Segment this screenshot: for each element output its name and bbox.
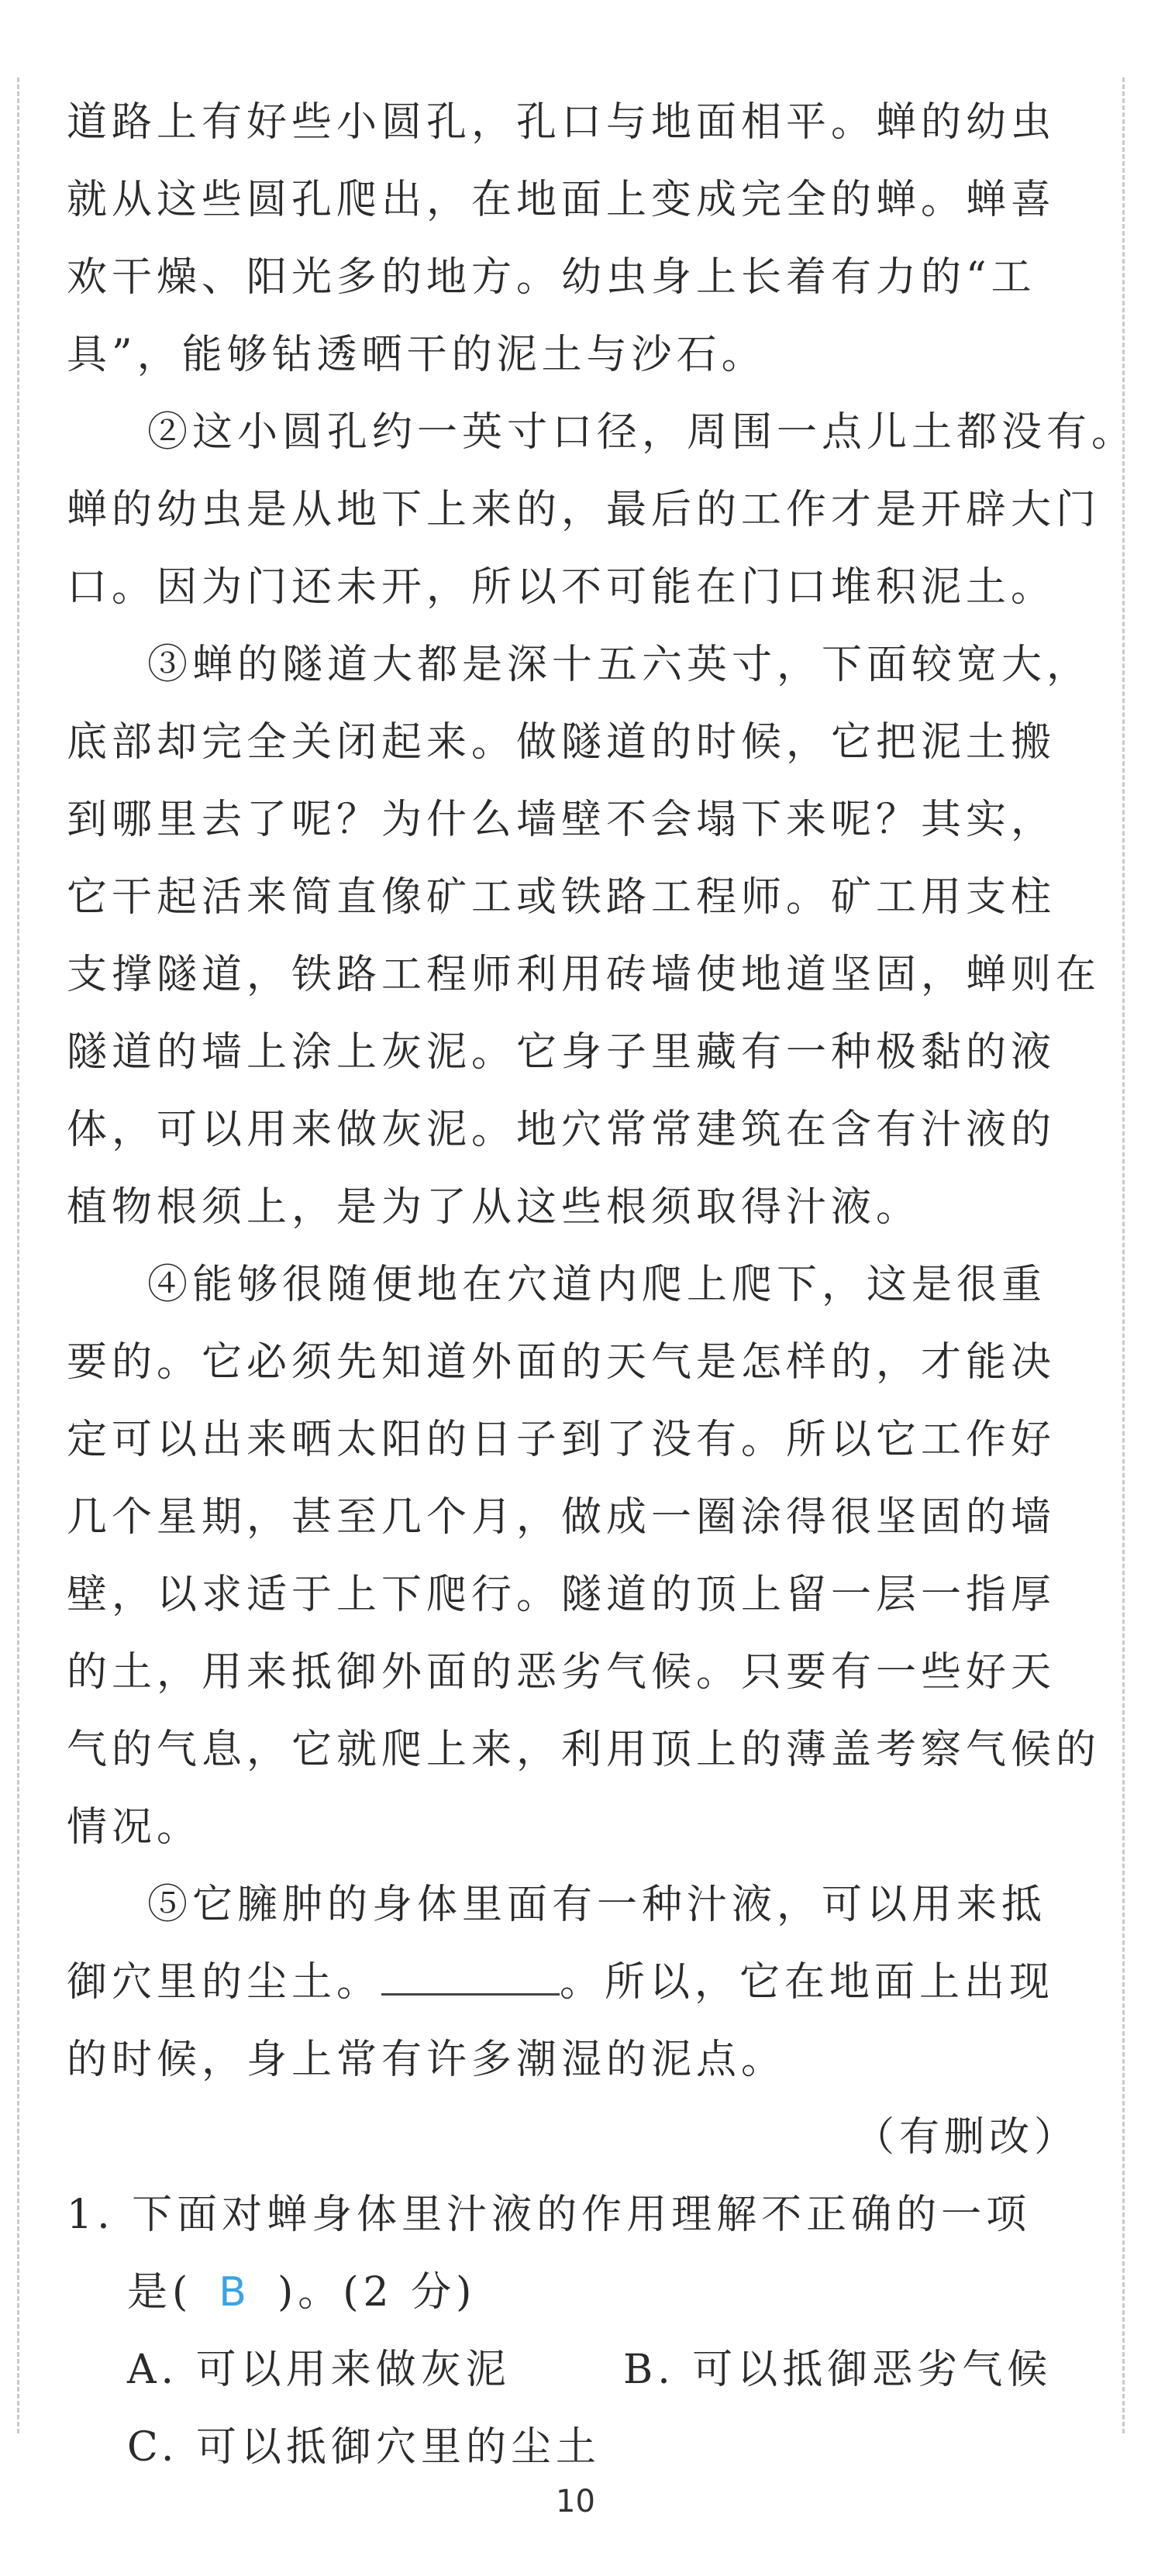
choice-row: [67, 2331, 1079, 2409]
text-line-with-blank: [67, 1944, 1079, 2021]
text-line: 蝉的幼虫是从地下上来的，最后的工作才是开辟大门: [67, 487, 1101, 533]
text-line: ②这小圆孔约一英寸口径，周围一点儿土都没有。: [147, 409, 1137, 456]
text-segment: )。(2 分): [277, 2269, 477, 2316]
text-line: 几个星期，甚至几个月，做成一圈涂得很坚固的墙: [67, 1494, 1056, 1541]
text-line: 植物根须上，是为了从这些根须取得汁液。: [67, 1184, 922, 1231]
text-line: 体，可以用来做灰泥。地穴常常建筑在含有汁液的: [67, 1107, 1056, 1153]
left-margin-rule: [17, 77, 19, 2433]
fill-in-blank[interactable]: [381, 1989, 560, 1996]
option-c: C. 可以抵御穴里的尘土: [127, 2424, 601, 2471]
text-line: 支撑隧道，铁路工程师利用砖墙使地道坚固，蝉则在: [67, 952, 1101, 998]
text-line: 道路上有好些小圆孔，孔口与地面相平。蝉的幼虫: [67, 99, 1056, 146]
paragraph-4: [67, 1246, 1101, 1866]
text-line: 的土，用来抵御外面的恶劣气候。只要有一些好天: [67, 1649, 1056, 1696]
text-line: 欢干燥、阳光多的地方。幼虫身上长着有力的“工: [67, 254, 1036, 301]
text-line: 底部却完全关闭起来。做隧道的时候，它把泥土搬: [67, 719, 1056, 766]
text-line: 具”，能够钻透晒干的泥土与沙石。: [67, 332, 767, 378]
text-line: 就从这些圆孔爬出，在地面上变成完全的蝉。蝉喜: [67, 177, 1056, 223]
text-line: 气的气息，它就爬上来，利用顶上的薄盖考察气候的: [67, 1727, 1101, 1773]
text-line: ⑤它臃肿的身体里面有一种汁液，可以用来抵: [147, 1882, 1047, 1928]
text-line: ④能够很随便地在穴道内爬上爬下，这是很重: [147, 1262, 1047, 1308]
passage-content: [67, 84, 1137, 2486]
text-line: 隧道的墙上涂上灰泥。它身子里藏有一种极黏的液: [67, 1029, 1056, 1076]
text-segment: 御穴里的尘土。: [67, 1959, 382, 2006]
option-b: B. 可以抵御恶劣气候: [623, 2347, 1053, 2393]
paragraph-1: [67, 84, 1079, 394]
option-a: A. 可以用来做灰泥: [127, 2347, 511, 2393]
text-line: 情况。: [67, 1804, 202, 1851]
text-segment: 。所以，它在地面上出现: [560, 1959, 1055, 2006]
paragraph-3: [67, 626, 1101, 1246]
text-segment: 是(: [127, 2269, 193, 2316]
question-stem-answer-line: [67, 2254, 1079, 2331]
text-line: 定可以出来晒太阳的日子到了没有。所以它工作好: [67, 1417, 1056, 1463]
paragraph-5: [67, 1866, 1079, 2099]
answer-mark: B: [219, 2269, 251, 2316]
source-note: （有删改）: [853, 2114, 1079, 2161]
text-line: 要的。它必须先知道外面的天气是怎样的，才能决: [67, 1339, 1056, 1386]
text-line: ③蝉的隧道大都是深十五六英寸，下面较宽大，: [147, 642, 1092, 688]
text-line: 壁，以求适于上下爬行。隧道的顶上留一层一指厚: [67, 1572, 1056, 1618]
text-line: 到哪里去了呢？为什么墙壁不会塌下来呢？其实，: [67, 797, 1056, 843]
text-line: 口。因为门还未开，所以不可能在门口堆积泥土。: [67, 564, 1056, 611]
text-line: 它干起活来简直像矿工或铁路工程师。矿工用支柱: [67, 874, 1056, 921]
page-number: 10: [556, 2484, 595, 2519]
question-1: [67, 2176, 1079, 2486]
paragraph-2: [67, 394, 1137, 626]
question-stem: 1. 下面对蝉身体里汁液的作用理解不正确的一项: [67, 2192, 1032, 2238]
text-line: 的时候，身上常有许多潮湿的泥点。: [67, 2037, 787, 2083]
